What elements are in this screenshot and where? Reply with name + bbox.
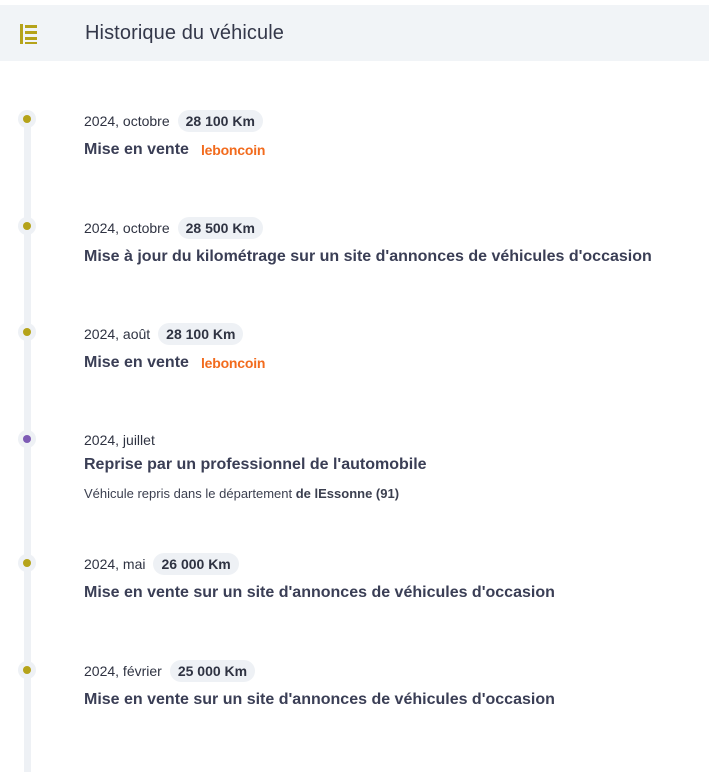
- event-date: 2024, août: [84, 326, 151, 342]
- event-title: Mise en vente: [84, 354, 189, 371]
- event-title: Mise en vente sur un site d'annonces de véhicules d'occasion: [84, 691, 555, 708]
- mileage-badge: 28 500 Km: [178, 217, 263, 239]
- event-title: Mise à jour du kilométrage sur un site d'annonces de véhicules d'occasion: [84, 248, 652, 265]
- event-date: 2024, mai: [84, 556, 146, 572]
- leboncoin-logo: leboncoin: [200, 355, 266, 371]
- mileage-badge: 25 000 Km: [170, 660, 255, 682]
- event-title: Reprise par un professionnel de l'automobile: [84, 456, 427, 473]
- timeline-dot: [18, 430, 36, 448]
- timeline-dot: [18, 323, 36, 341]
- event-date: 2024, octobre: [84, 113, 170, 129]
- page-title: Historique du véhicule: [85, 22, 284, 44]
- timeline-dot: [18, 661, 36, 679]
- mileage-badge: 26 000 Km: [153, 553, 238, 575]
- timeline-dot: [18, 554, 36, 572]
- timeline-dot: [18, 217, 36, 235]
- mileage-badge: 28 100 Km: [158, 323, 243, 345]
- event-date: 2024, octobre: [84, 220, 170, 236]
- event-title: Mise en vente sur un site d'annonces de véhicules d'occasion: [84, 584, 555, 601]
- mileage-badge: 28 100 Km: [178, 110, 263, 132]
- event-title: Mise en vente: [84, 141, 189, 158]
- timeline-dot: [18, 110, 36, 128]
- event-date: 2024, juillet: [84, 432, 155, 448]
- department-name: de lEssonne (91): [295, 486, 400, 501]
- leboncoin-logo: leboncoin: [200, 142, 266, 158]
- event-date: 2024, février: [84, 663, 162, 679]
- history-header: [0, 5, 709, 61]
- list-timeline-icon: [19, 23, 39, 45]
- event-subtitle: Véhicule repris dans le département de lEssonne (91): [84, 486, 400, 501]
